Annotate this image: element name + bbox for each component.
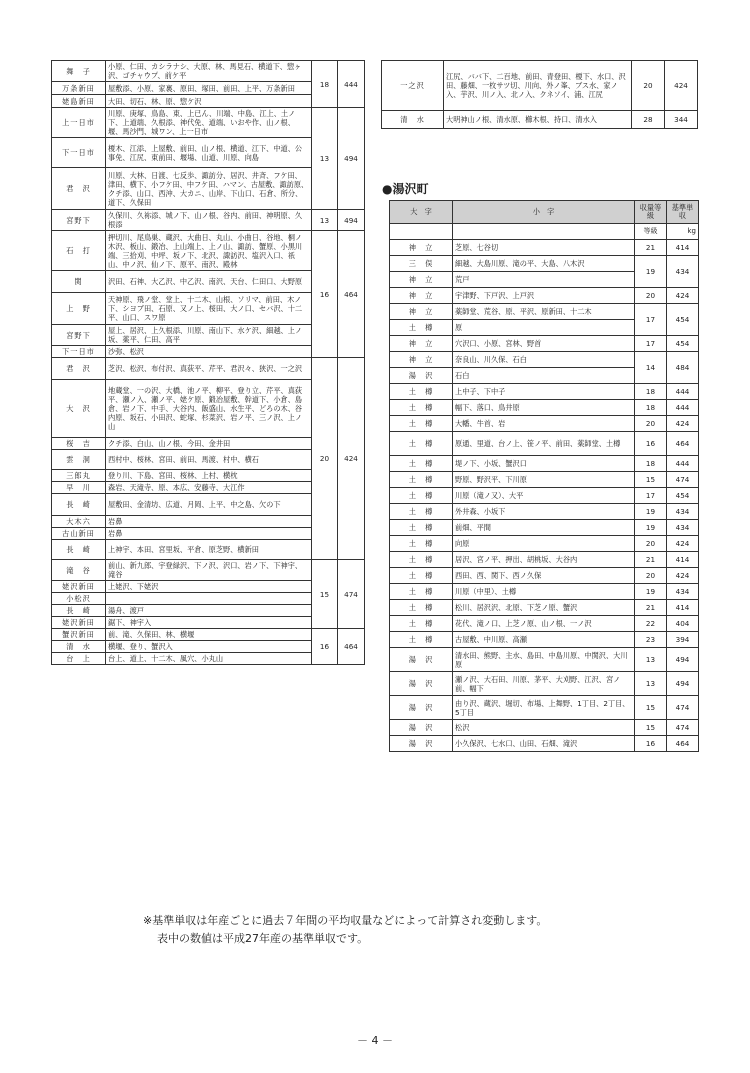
- yield-cell: 414: [667, 600, 699, 616]
- oaza-cell: 古山新田: [52, 528, 106, 540]
- header-koaza: 小 字: [453, 201, 635, 224]
- grade-cell: 28: [632, 111, 665, 129]
- table-row: [390, 536, 699, 552]
- grade-cell: 21: [635, 240, 667, 256]
- grade-cell: 21: [635, 552, 667, 568]
- unit-row: [390, 224, 699, 240]
- oaza-cell: 関: [52, 271, 106, 293]
- unit-blank: [390, 224, 453, 240]
- grade-cell: 14: [635, 352, 667, 384]
- oaza-cell: 土 樽: [390, 584, 453, 600]
- koaza-cell: 芝原、七谷切: [453, 240, 635, 256]
- oaza-cell: 姥島新田: [52, 95, 106, 108]
- table-row: [390, 632, 699, 648]
- koaza-cell: 天神原、飛ノ堂、堂上、十二木、山根、ソリマ、前田、木ノ下、シヨブ田、石原、又ノ上、桜田、大ノ口、セバ沢、十二平、山口、スワ原: [106, 293, 312, 325]
- koaza-cell: 屋敷田、金清坊、広道、月岡、上平、中之島、欠の下: [106, 494, 312, 516]
- yield-cell: 414: [667, 240, 699, 256]
- yield-cell: 454: [667, 488, 699, 504]
- oaza-cell: 姥沢新田: [52, 581, 106, 593]
- yield-cell: 394: [667, 632, 699, 648]
- grade-cell: 18: [635, 384, 667, 400]
- yield-cell: 424: [338, 358, 365, 560]
- koaza-cell: 居沢、宮ノ平、押出、胡桃坂、大谷内: [453, 552, 635, 568]
- koaza-cell: 幅下、落口、鳥井原: [453, 400, 635, 416]
- oaza-cell: 清 水: [382, 111, 444, 129]
- yield-cell: 454: [667, 304, 699, 336]
- yield-cell: 424: [667, 536, 699, 552]
- yield-cell: 494: [667, 648, 699, 672]
- table-row: [52, 61, 365, 82]
- yield-cell: 474: [338, 560, 365, 629]
- koaza-cell: 岩鼻: [106, 516, 312, 528]
- table-row: [390, 568, 699, 584]
- grade-cell: 19: [635, 504, 667, 520]
- unit-blank: [453, 224, 635, 240]
- grade-cell: 19: [635, 584, 667, 600]
- oaza-cell: 舞 子: [52, 61, 106, 82]
- oaza-cell: 姥沢新田: [52, 617, 106, 629]
- koaza-cell: 向原: [453, 536, 635, 552]
- grade-cell: 16: [635, 432, 667, 456]
- oaza-cell: 土 樽: [390, 504, 453, 520]
- table-row: [390, 256, 699, 272]
- koaza-cell: 大明神山ノ根、清水原、櫛木根、持口、清水入: [444, 111, 632, 129]
- grade-cell: 16: [312, 231, 338, 358]
- grade-cell: 20: [632, 61, 665, 111]
- unit-grade-cell: 等級: [635, 224, 667, 240]
- grade-cell: 15: [635, 720, 667, 736]
- left-yield-table: [51, 60, 365, 665]
- grade-cell: 17: [635, 336, 667, 352]
- oaza-cell: 上 野: [52, 293, 106, 325]
- oaza-cell: 台 上: [52, 653, 106, 665]
- yield-cell: 404: [667, 616, 699, 632]
- oaza-cell: 三郎丸: [52, 470, 106, 482]
- grade-cell: 15: [635, 472, 667, 488]
- table-row: [390, 304, 699, 320]
- oaza-cell: 長 崎: [52, 494, 106, 516]
- table-row: [390, 552, 699, 568]
- oaza-cell: 大 沢: [52, 380, 106, 438]
- grade-cell: 18: [635, 400, 667, 416]
- koaza-cell: 野原、野沢平、下川原: [453, 472, 635, 488]
- yield-cell: 474: [667, 720, 699, 736]
- grade-cell: 20: [312, 358, 338, 560]
- oaza-cell: 神 立: [390, 304, 453, 320]
- grade-cell: 17: [635, 304, 667, 336]
- yield-cell: 474: [667, 696, 699, 720]
- oaza-cell: 土 樽: [390, 488, 453, 504]
- koaza-cell: 大幡、牛首、岩: [453, 416, 635, 432]
- koaza-cell: 森岩、天滝寺、原、本広、安藤寺、大江作: [106, 482, 312, 494]
- table-row: [52, 629, 365, 641]
- grade-cell: 19: [635, 520, 667, 536]
- yield-cell: 424: [667, 288, 699, 304]
- table-row: [390, 456, 699, 472]
- yield-cell: 454: [667, 336, 699, 352]
- table-row: [52, 560, 365, 581]
- grade-cell: 21: [635, 600, 667, 616]
- table-row: [52, 358, 365, 380]
- yuzawa-yield-table: [389, 200, 699, 752]
- koaza-cell: 沢田、石神、大乙沢、中乙沢、南沢、天台、仁田口、大野原: [106, 271, 312, 293]
- oaza-cell: 土 樽: [390, 632, 453, 648]
- right-top-yield-table: [381, 60, 698, 129]
- oaza-cell: 宮野下: [52, 325, 106, 346]
- table-row: [390, 352, 699, 368]
- yield-cell: 484: [667, 352, 699, 384]
- footnote-line-2: 表中の数値は平成27年産の基準単収です。: [157, 932, 369, 945]
- koaza-cell: 川原（中里）、土樽: [453, 584, 635, 600]
- grade-cell: 17: [635, 488, 667, 504]
- koaza-cell: 由り沢、蔵沢、堀切、布場、上舞野、1丁目、2丁目、5丁目: [453, 696, 635, 720]
- page-number: － 4 －: [357, 1034, 393, 1047]
- grade-cell: 13: [635, 648, 667, 672]
- yield-cell: 494: [667, 672, 699, 696]
- table-row: [390, 600, 699, 616]
- grade-cell: 22: [635, 616, 667, 632]
- koaza-cell: 前山、新九郎、宇登緑沢、下ノ沢、沢口、岩ノ下、下神宇、滝谷: [106, 560, 312, 581]
- oaza-cell: 一之沢: [382, 61, 444, 111]
- koaza-cell: 上中子、下中子: [453, 384, 635, 400]
- koaza-cell: 奈良山、川久保、石白: [453, 352, 635, 368]
- oaza-cell: 宮野下: [52, 210, 106, 231]
- grade-cell: 15: [635, 696, 667, 720]
- table-row: [390, 416, 699, 432]
- grade-cell: 18: [312, 61, 338, 108]
- grade-cell: 13: [312, 108, 338, 210]
- oaza-cell: 土 樽: [390, 520, 453, 536]
- koaza-cell: 小久保沢、七水口、山田、石畑、滝沢: [453, 736, 635, 752]
- koaza-cell: 原通、里道、台ノ上、笹ノ平、前田、薬師堂、土樽: [453, 432, 635, 456]
- table-row: [390, 520, 699, 536]
- oaza-cell: 長 崎: [52, 605, 106, 617]
- unit-yield-cell: kg: [667, 224, 699, 240]
- oaza-cell: 神 立: [390, 288, 453, 304]
- oaza-cell: 君 沢: [52, 168, 106, 210]
- table-row: [382, 61, 698, 111]
- koaza-cell: 清水田、熊野、主水、島田、中島川原、中関沢、大川原: [453, 648, 635, 672]
- koaza-cell: 西田、西、関下、西ノ久保: [453, 568, 635, 584]
- yield-cell: 464: [338, 231, 365, 358]
- oaza-cell: 湯 沢: [390, 720, 453, 736]
- yield-cell: 464: [338, 629, 365, 665]
- yield-cell: 494: [338, 108, 365, 210]
- oaza-cell: 神 立: [390, 240, 453, 256]
- header-yield: 基準単収: [667, 201, 699, 224]
- koaza-cell: 榎木、江添、上屋敷、前田、山ノ根、横道、江下、中道、公事免、江尻、東前田、堰場、山道、川原、向島: [106, 138, 312, 168]
- yield-cell: 434: [667, 584, 699, 600]
- koaza-cell: 小原、仁田、カシラナシ、大原、林、馬見石、横道下、惣ヶ沢、ゴチャウプ、前ケ平: [106, 61, 312, 82]
- yield-cell: 444: [667, 456, 699, 472]
- section-title-yuzawa: ●湯沢町: [382, 182, 429, 196]
- table-row: [390, 696, 699, 720]
- oaza-cell: 蟹沢新田: [52, 629, 106, 641]
- yield-cell: 494: [338, 210, 365, 231]
- koaza-cell: 堤ノ下、小坂、蟹沢口: [453, 456, 635, 472]
- oaza-cell: 上一日市: [52, 108, 106, 138]
- koaza-cell: 西村中、桜林、宮田、前田、馬渡、村中、横石: [106, 450, 312, 470]
- koaza-cell: 屋上、居沢、上久根添、川原、南山下、水ケ沢、細越、上ノ坂、薬平、仁田、高平: [106, 325, 312, 346]
- koaza-cell: 細越、大島川原、滝の平、大島、八木沢: [453, 256, 635, 272]
- yield-cell: 444: [667, 400, 699, 416]
- koaza-cell: 大田、切石、林、原、惣ケ沢: [106, 95, 312, 108]
- yield-cell: 474: [667, 472, 699, 488]
- oaza-cell: 土 樽: [390, 616, 453, 632]
- oaza-cell: 土 樽: [390, 432, 453, 456]
- koaza-cell: 原: [453, 320, 635, 336]
- oaza-cell: 土 樽: [390, 320, 453, 336]
- oaza-cell: 清 水: [52, 641, 106, 653]
- koaza-cell: 薬師堂、荒谷、原、平沢、原新田、十二木: [453, 304, 635, 320]
- koaza-cell: 宇津野、下戸沢、上戸沢: [453, 288, 635, 304]
- oaza-cell: 神 立: [390, 352, 453, 368]
- grade-cell: 23: [635, 632, 667, 648]
- header-oaza: 大 字: [390, 201, 453, 224]
- table-row: [390, 504, 699, 520]
- oaza-cell: 土 樽: [390, 536, 453, 552]
- koaza-cell: 押切川、尾鳥巣、蔵沢、大曲日、丸山、小曲日、谷地、桐ノ木沢、板山、鍛冶、上山端上、上ノ山、諏訪、蟹原、小黒川端、三拾刈、中坪、坂ノ下、北沢、諏訪沢、塩沢入口、祇山、中ノ沢、仙ノ下、原平、南沢、殿林: [106, 231, 312, 271]
- grade-cell: 19: [635, 256, 667, 288]
- koaza-cell: 荒戸: [453, 272, 635, 288]
- koaza-cell: 横堰、登り、蟹沢入: [106, 641, 312, 653]
- koaza-cell: 古屋敷、中川原、高瀬: [453, 632, 635, 648]
- oaza-cell: 土 樽: [390, 568, 453, 584]
- koaza-cell: 岩鼻: [106, 528, 312, 540]
- yield-cell: 464: [667, 736, 699, 752]
- oaza-cell: 土 樽: [390, 472, 453, 488]
- oaza-cell: 桜 吉: [52, 438, 106, 450]
- oaza-cell: 下一日市: [52, 346, 106, 358]
- grade-cell: 18: [635, 456, 667, 472]
- grade-cell: 20: [635, 568, 667, 584]
- koaza-cell: 花代、滝ノ口、上芝ノ原、山ノ根、一ノ沢: [453, 616, 635, 632]
- table-row: [390, 472, 699, 488]
- koaza-cell: 前畑、平間: [453, 520, 635, 536]
- oaza-cell: 湯 沢: [390, 672, 453, 696]
- koaza-cell: 沙弥、松沢: [106, 346, 312, 358]
- oaza-cell: 湯 沢: [390, 648, 453, 672]
- grade-cell: 16: [635, 736, 667, 752]
- table-row: [390, 672, 699, 696]
- table-row: [52, 210, 365, 231]
- koaza-cell: 地蔵堂、一の沢、大橋、池ノ平、柳平、登り立、芹平、真荻平、瀬ノ入、瀬ノ平、姥ケ原、鍛冶屋敷、幹道下、小倉、島倉、岩ノ下、中手、大谷内、飯盛山、水生平、どろの木、谷内原、坂石、小田沢、蛇塚、杉菜沢、岩ノ平、三ノ沢、上ノ山: [106, 380, 312, 438]
- table-row: [52, 231, 365, 271]
- yield-cell: 434: [667, 520, 699, 536]
- yield-cell: 424: [665, 61, 698, 111]
- koaza-cell: 松川、居沢沢、北原、下芝ノ原、蟹沢: [453, 600, 635, 616]
- oaza-cell: 万条新田: [52, 82, 106, 95]
- koaza-cell: 上姥沢、下姥沢: [106, 581, 312, 593]
- oaza-cell: 神 立: [390, 272, 453, 288]
- yield-cell: 424: [667, 568, 699, 584]
- koaza-cell: 外井森、小坂下: [453, 504, 635, 520]
- koaza-cell: 鋸下、神宇入: [106, 617, 312, 629]
- grade-cell: 20: [635, 288, 667, 304]
- yield-cell: 434: [667, 256, 699, 288]
- table-row: [390, 736, 699, 752]
- table-row: [390, 336, 699, 352]
- grade-cell: 20: [635, 536, 667, 552]
- oaza-cell: 滝 谷: [52, 560, 106, 581]
- oaza-cell: 長 崎: [52, 540, 106, 560]
- koaza-cell: 江尻、ババ下、二百地、前田、青登田、榎下、水口、沢田、藤畑、一枚サツ切、川向、外ノ峯、ブス水、家ノ入、芋沢、川ノ入、北ノ入、クネソイ、浦、江尻: [444, 61, 632, 111]
- koaza-cell: 上神宇、本田、宮里坂、平倉、原芝野、横新田: [106, 540, 312, 560]
- table-row: [390, 384, 699, 400]
- oaza-cell: 三 俣: [390, 256, 453, 272]
- table-row: [390, 400, 699, 416]
- koaza-cell: 川原（滝ノ又）、大平: [453, 488, 635, 504]
- yield-cell: 464: [667, 432, 699, 456]
- koaza-cell: 久保川、久袮添、城ノ下、山ノ根、谷内、前田、神明原、久根添: [106, 210, 312, 231]
- oaza-cell: 湯 沢: [390, 696, 453, 720]
- yield-cell: 434: [667, 504, 699, 520]
- oaza-cell: 早 川: [52, 482, 106, 494]
- oaza-cell: 君 沢: [52, 358, 106, 380]
- koaza-cell: 登り川、下島、宮田、桜林、上村、横枕: [106, 470, 312, 482]
- table-row: [390, 488, 699, 504]
- koaza-cell: 石白: [453, 368, 635, 384]
- table-row: [390, 288, 699, 304]
- koaza-cell: 湯舟、渡戸: [106, 605, 312, 617]
- oaza-cell: 湯 沢: [390, 736, 453, 752]
- header-grade: 収量等級: [635, 201, 667, 224]
- table-row: [390, 584, 699, 600]
- oaza-cell: 大木六: [52, 516, 106, 528]
- oaza-cell: 土 樽: [390, 552, 453, 568]
- koaza-cell: 川原、庚塚、鳥島、東、上已ん、川端、中島、江上、土ノ下、上道端、久根添、神代免、道端、いおや作、山ノ根、堰、馬沙門、城ワン、上一日市: [106, 108, 312, 138]
- oaza-cell: 土 樽: [390, 400, 453, 416]
- grade-cell: 20: [635, 416, 667, 432]
- koaza-cell: 瀬ノ沢、大石田、川原、茅平、大刈野、江沢、宮ノ前、幅下: [453, 672, 635, 696]
- table-row: [390, 616, 699, 632]
- yield-cell: 444: [338, 61, 365, 108]
- yield-cell: 344: [665, 111, 698, 129]
- koaza-cell: 前、滝、久保田、林、横堰: [106, 629, 312, 641]
- oaza-cell: 石 打: [52, 231, 106, 271]
- koaza-cell: 川原、大林、日渡、七反歩、諏訪分、居沢、井斉、フケ田、津田、横下、小フケ田、中フケ田、ハマン、古屋敷、諏訪原、クチ添、山口、西沖、大カニ、山岸、下山口、石倉、所分、道下、久保田: [106, 168, 312, 210]
- table-row: [52, 108, 365, 138]
- oaza-cell: 小松沢: [52, 593, 106, 605]
- koaza-cell: クチ添、白山、山ノ根、今田、金井田: [106, 438, 312, 450]
- table-row: [382, 111, 698, 129]
- grade-cell: 16: [312, 629, 338, 665]
- oaza-cell: 雲 洞: [52, 450, 106, 470]
- koaza-cell: 芝沢、松沢、布付沢、真荻平、芹平、君沢々、狭沢、一之沢: [106, 358, 312, 380]
- oaza-cell: 土 樽: [390, 600, 453, 616]
- header-row: [390, 201, 699, 224]
- oaza-cell: 下一日市: [52, 138, 106, 168]
- koaza-cell: 穴沢口、小原、宮林、野首: [453, 336, 635, 352]
- oaza-cell: 湯 沢: [390, 368, 453, 384]
- grade-cell: 13: [312, 210, 338, 231]
- koaza-cell: 松沢: [453, 720, 635, 736]
- oaza-cell: 土 樽: [390, 384, 453, 400]
- koaza-cell: 台上、道上、十二木、風穴、小丸山: [106, 653, 312, 665]
- grade-cell: 13: [635, 672, 667, 696]
- oaza-cell: 土 樽: [390, 456, 453, 472]
- yield-cell: 424: [667, 416, 699, 432]
- footnote-line-1: ※基準単収は年産ごとに過去７年間の平均収量などによって計算され変動します。: [143, 914, 548, 927]
- table-row: [390, 240, 699, 256]
- table-row: [390, 432, 699, 456]
- koaza-cell: [106, 593, 312, 605]
- grade-cell: 15: [312, 560, 338, 629]
- yield-cell: 444: [667, 384, 699, 400]
- yield-cell: 414: [667, 552, 699, 568]
- table-row: [390, 648, 699, 672]
- koaza-cell: 屋敷添、小原、家裏、原田、塚田、前田、上平、万条新田: [106, 82, 312, 95]
- oaza-cell: 土 樽: [390, 416, 453, 432]
- table-row: [390, 720, 699, 736]
- oaza-cell: 神 立: [390, 336, 453, 352]
